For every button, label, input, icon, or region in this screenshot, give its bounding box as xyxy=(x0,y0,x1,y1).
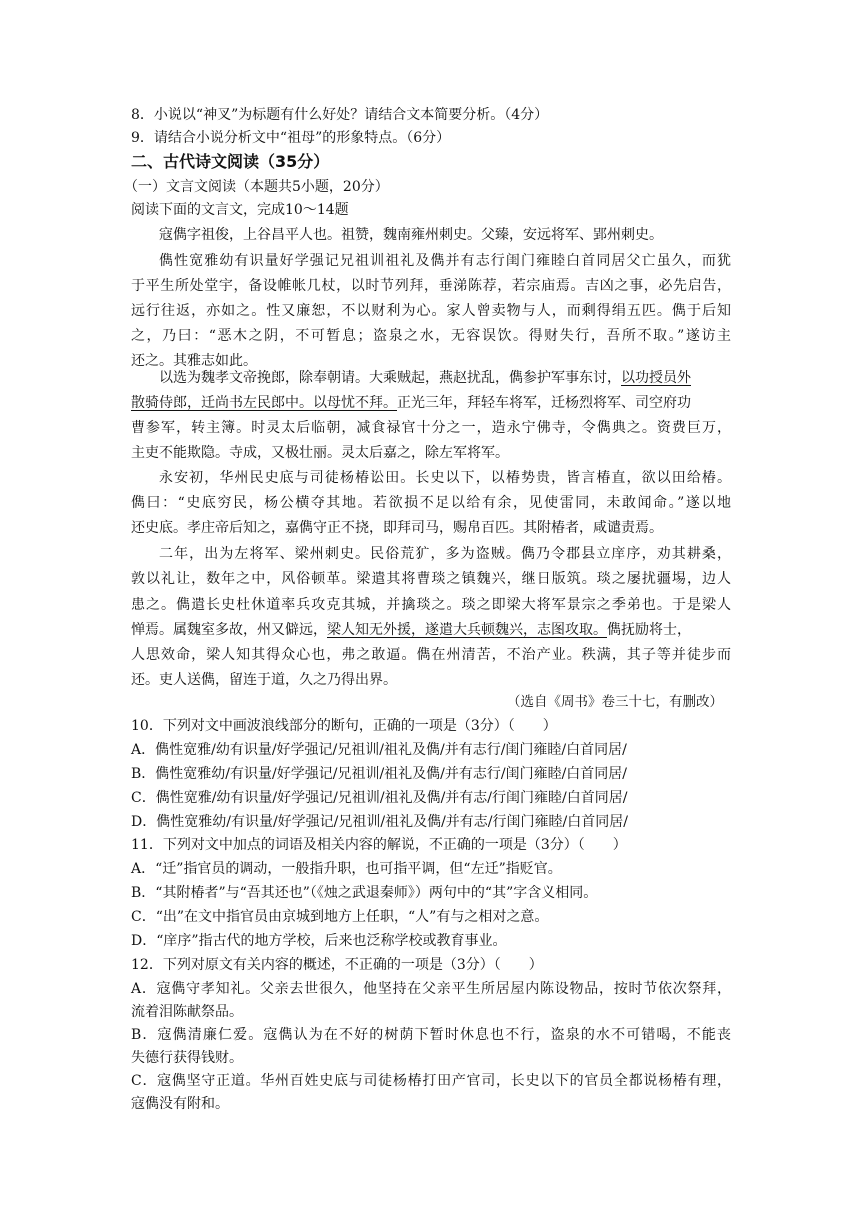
passage-line: 还史底。孝庄帝后知之，嘉儁守正不挠，即拜司马，赐帛百匹。其附椿者，咸谴责焉。 xyxy=(131,520,663,536)
option-12c: C．寇儁坚守正道。华州百姓史底与司徒杨椿打田产官司，长史以下的官员全都说杨椿有理， xyxy=(131,1073,731,1089)
option-12c-cont: 寇儁没有附和。 xyxy=(131,1096,229,1112)
passage-line: 永安初，华州民史底与司徒杨椿讼田。长史以下，以椿势贵，皆言椿直，欲以田给椿。 xyxy=(159,470,731,486)
passage-line xyxy=(131,392,731,414)
option-11c: C．“出”在文中指官员由京城到地方上任职，“人”有与之相对之意。 xyxy=(131,909,549,925)
passage-line: 之，乃曰：“恶木之阴，不可暂息；盗泉之水，无容误饮。得财失行，吾所不取。”遂访主 xyxy=(131,328,731,344)
source-citation: （选自《周书》卷三十七，有删改） xyxy=(507,694,723,710)
passage-line: 于平生所处堂宇，备设帷帐几杖，以时节列拜，垂涕陈荐，若宗庙焉。吉凶之事，必先启告， xyxy=(131,278,731,294)
option-10b: B．儁性宽雅幼/有识量/好学强记/兄祖训/祖礼及儁/并有志行/闺门雍睦/白首同居/ xyxy=(131,766,628,782)
option-11a: A．“迁”指官员的调动，一般指升职，也可指平调，但“左迁”指贬官。 xyxy=(131,861,562,877)
underlined-sentence: 散骑侍郎，迁尚书左民郎中。以母忧不拜。 xyxy=(131,395,397,411)
question-12: 12．下列对原文有关内容的概述，不正确的一项是（3分）（ ） xyxy=(131,957,543,973)
question-10: 10．下列对文中画波浪线部分的断句，正确的一项是（3分）（ ） xyxy=(131,718,557,734)
option-10c: C．儁性宽雅/幼有识量/好学强记/兄祖训/祖礼及儁/并有志/行闺门雍睦/白首同居/ xyxy=(131,790,628,806)
option-12a: A．寇儁守孝知礼。父亲去世很久，他坚持在父亲平生所居屋内陈设物品，按时节依次祭拜， xyxy=(131,981,731,997)
passage-text: 以选为魏孝文帝挽郎，除奉朝请。大乘贼起，燕赵扰乱，儁参护军事东讨， xyxy=(159,370,621,386)
passage-text: 儁抚励将士， xyxy=(607,622,691,638)
option-12b-cont: 失德行获得钱财。 xyxy=(131,1050,243,1066)
reading-instruction: 阅读下面的文言文，完成10～14题 xyxy=(131,202,349,218)
passage-line xyxy=(131,619,731,641)
passage-line: 曹参军，转主簿。时灵太后临朝，减食禄官十分之一，造永宁佛寺，令儁典之。资费巨万， xyxy=(131,420,731,436)
option-11b: B．“其附椿者”与“吾其还也”（《烛之武退秦师》）两句中的“其”字含义相同。 xyxy=(131,885,598,901)
passage-line: 远行往返，亦如之。性又廉恕，不以财利为心。家人曾卖物与人，而剩得绢五匹。儁于后知 xyxy=(131,303,731,319)
passage-line: 主吏不能欺隐。寺成，又极壮丽。灵太后嘉之，除左军将军。 xyxy=(131,445,509,461)
option-10d: D．儁性宽雅幼/有识量/好学强记/兄祖训/祖礼及儁/并有志/行闺门雍睦/白首同居/ xyxy=(131,814,628,830)
option-12b: B．寇儁清廉仁爱。寇儁认为在不好的树荫下暂时休息也不行，盗泉的水不可错喝，不能丧 xyxy=(131,1027,731,1043)
passage-line: 还之。其雅志如此。 xyxy=(131,353,257,369)
passage-line: 患之。儁遣长史杜休道率兵攻克其城，并擒琰之。琰之即梁大将军景宗之季弟也。于是梁人 xyxy=(131,597,731,613)
passage-line: 寇儁字祖俊，上谷昌平人也。祖赞，魏南雍州刺史。父臻，安远将军、郢州刺史。 xyxy=(159,227,663,243)
option-10a: A．儁性宽雅/幼有识量/好学强记/兄祖训/祖礼及儁/并有志行/闺门雍睦/白首同居/ xyxy=(131,742,627,758)
option-12a-cont: 流着泪陈献祭品。 xyxy=(131,1004,243,1020)
passage-line: 儁性宽雅幼有识量好学强记兄祖训祖礼及儁并有志行闺门雍睦白首同居父亡虽久，而犹 xyxy=(159,253,731,269)
passage-line xyxy=(159,367,731,389)
question-9: 9．请结合小说分析文中“祖母”的形象特点。（6分） xyxy=(131,130,451,146)
passage-line: 敦以礼让，数年之中，风俗顿革。梁遣其将曹琰之镇魏兴，继日版筑。琰之屡扰疆埸，边人 xyxy=(131,571,731,587)
passage-text: 惮焉。属魏室多故，州又僻远， xyxy=(131,622,327,638)
section-heading: 二、古代诗文阅读（35分） xyxy=(131,152,330,171)
question-11: 11．下列对文中加点的词语及相关内容的解说，不正确的一项是（3分）（ ） xyxy=(131,837,627,853)
passage-line: 还。吏人送儁，留连于道，久之乃得出界。 xyxy=(131,672,397,688)
passage-text: 正光三年，拜轻车将军，迁杨烈将军、司空府功 xyxy=(397,395,691,411)
question-8: 8．小说以“神叉”为标题有什么好处？请结合文本简要分析。（4分） xyxy=(131,107,549,123)
subsection-heading: （一）文言文阅读（本题共5小题，20分） xyxy=(124,179,389,195)
passage-line: 儁曰：“史底穷民，杨公横夺其地。若欲损不足以给有余，见使雷同，未敢闻命。”遂以地 xyxy=(131,495,731,511)
underlined-sentence: 梁人知无外援，遂遣大兵顿魏兴，志图攻取。 xyxy=(327,622,607,638)
option-11d: D．“庠序”指古代的地方学校，后来也泛称学校或教育事业。 xyxy=(131,933,507,949)
underlined-sentence: 以功授员外 xyxy=(621,370,691,386)
passage-line: 人思效命，梁人知其得众心也，弗之敢逼。儁在州清苦，不治产业。秩满，其子等并徒步而 xyxy=(131,647,731,663)
passage-line: 二年，出为左将军、梁州刺史。民俗荒犷，多为盗贼。儁乃令郡县立庠序，劝其耕桑， xyxy=(159,546,731,562)
